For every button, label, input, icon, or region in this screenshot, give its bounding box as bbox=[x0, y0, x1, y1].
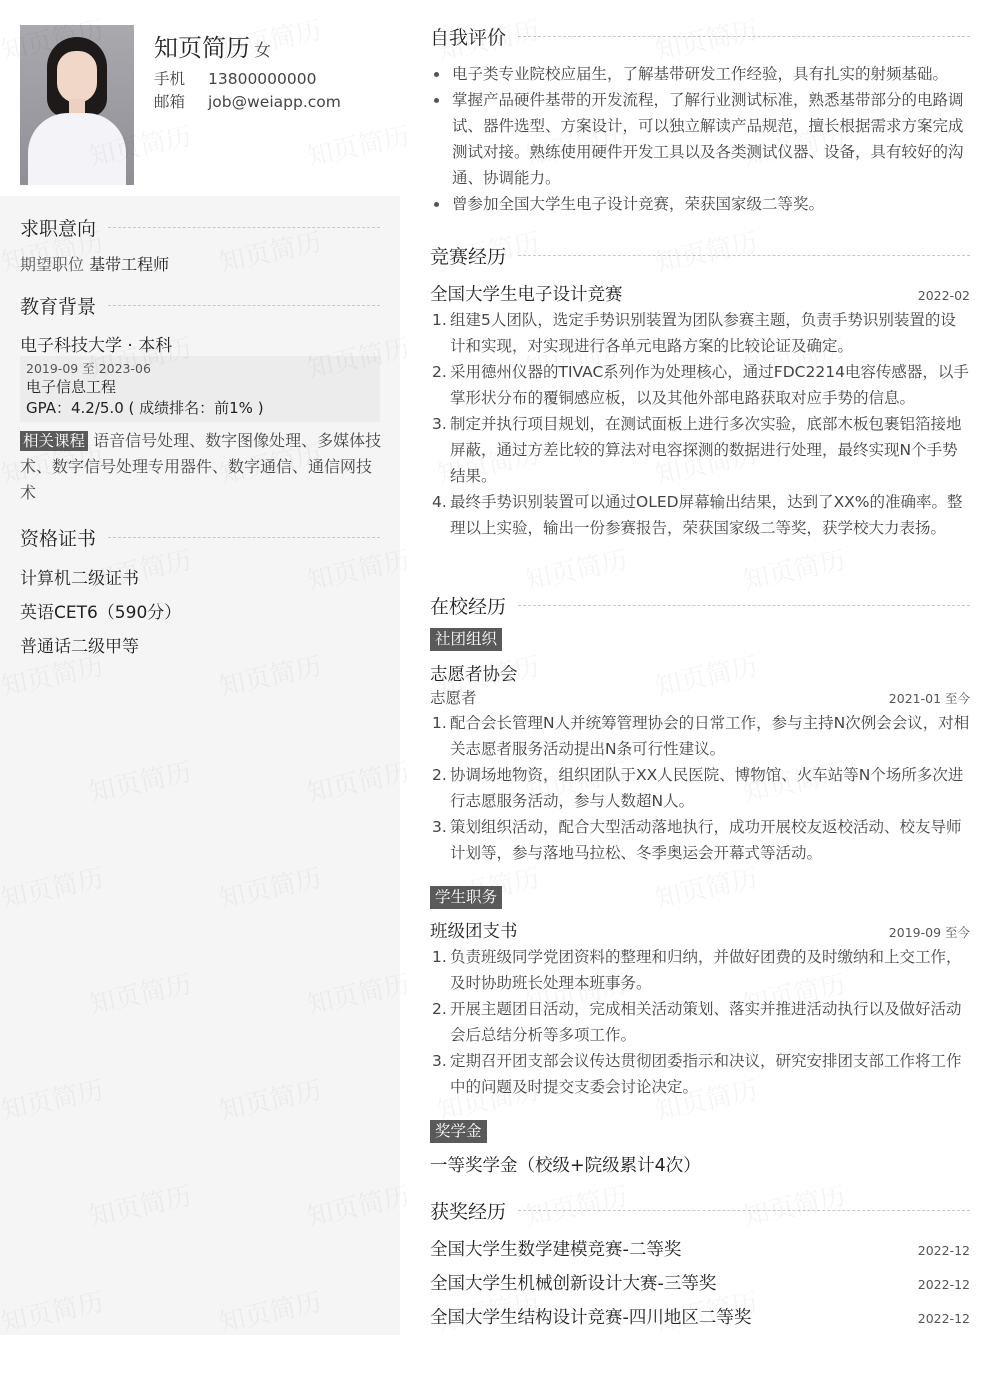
competition-list bbox=[430, 307, 970, 541]
club-name: 志愿者协会 bbox=[430, 665, 518, 685]
award-date: 2022-12 bbox=[917, 1311, 970, 1326]
club-role-row bbox=[430, 686, 970, 708]
education-gpa: GPA：4.2/5.0 ( 成绩排名：前1% ) bbox=[26, 399, 264, 417]
club-date: 2021-01 至今 bbox=[888, 691, 970, 706]
candidate-gender: 女 bbox=[254, 41, 271, 61]
phone-label: 手机 bbox=[154, 70, 186, 88]
list-item: 2. 采用德州仪器的TIVAC系列作为处理核心，通过FDC2214电容传感器，以手掌形状分布的覆铜感应板，以及其他外部电路获取对应手势的信息。 bbox=[432, 363, 969, 407]
scholarship-text: 一等奖学金（校级+院级累计4次） bbox=[430, 1156, 701, 1176]
award-row bbox=[430, 1304, 970, 1329]
scholarship-row bbox=[430, 1152, 970, 1177]
section-title-certificates: 资格证书 bbox=[20, 524, 380, 551]
courses-text: 语音信号处理、数字图像处理、多媒体技术、数字信号处理专用器件、数字通信、通信网技术 bbox=[20, 431, 382, 502]
list-item: 掌握产品硬件基带的开发流程，了解行业测试标准，熟悉基带部分的电路调试、器件选型、方案设计，可以独立解读产品规范，擅长根据需求方案完成测试对接。熟练使用硬件开发工具以及各类测试仪器、设备，具有较好的沟通、协调能力。 bbox=[430, 87, 970, 191]
award-name: 全国大学生机械创新设计大赛-三等奖 bbox=[430, 1274, 717, 1294]
list-item: 1. 组建5人团队，选定手势识别装置为团队参赛主题，负责手势识别装置的设计和实现，对实现进行各单元电路方案的比较论证及确定。 bbox=[432, 311, 956, 355]
club-role: 志愿者 bbox=[430, 689, 477, 707]
list-item: 1. 配合会长管理N人并统筹管理协会的日常工作，参与主持N次例会会议，对相关志愿者服务活动提出N条可行性建议。 bbox=[432, 714, 970, 758]
profile-header bbox=[154, 28, 341, 111]
list-item: 2. 开展主题团日活动，完成相关活动策划、落实并推进活动执行以及做好活动会后总结分析等多项工作。 bbox=[432, 1000, 962, 1044]
intent-position bbox=[20, 252, 169, 275]
section-title-self-eval: 自我评价 bbox=[430, 23, 970, 50]
email-row bbox=[154, 94, 341, 111]
award-date: 2022-12 bbox=[917, 1277, 970, 1292]
list-item: 3. 定期召开团支部会议传达贯彻团委指示和决议，研究安排团支部工作将工作中的问题及时提交支委会讨论决定。 bbox=[432, 1052, 962, 1096]
education-school: 电子科技大学 · 本科 bbox=[20, 336, 173, 356]
duty-date: 2019-09 至今 bbox=[888, 925, 970, 940]
watermark-text bbox=[739, 540, 848, 598]
list-item: 电子类专业院校应届生，了解基带研发工作经验，具有扎实的射频基础。 bbox=[430, 61, 970, 87]
list-item: 3. 制定并执行项目规划，在测试面板上进行多次实验，底部木板包裹铝箔接地屏蔽，通过方差比较的算法对电容探测的数据进行处理，最终实现N个手势结果。 bbox=[432, 415, 962, 485]
section-title-awards: 获奖经历 bbox=[430, 1197, 970, 1224]
watermark-text bbox=[651, 858, 760, 916]
list-item: 1. 负责班级同学党团资料的整理和归纳，并做好团费的及时缴纳和上交工作，及时协助班长处理本班事务。 bbox=[432, 948, 962, 992]
phone-row bbox=[154, 71, 341, 88]
section-title-competition: 竞赛经历 bbox=[430, 242, 970, 269]
certificate-item: 普通话二级甲等 bbox=[20, 637, 139, 657]
education-dates: 2019-09 至 2023-06 bbox=[26, 361, 151, 376]
email-value: job@weiapp.com bbox=[208, 93, 341, 111]
duty-list bbox=[430, 944, 970, 1100]
education-major: 电子信息工程 bbox=[26, 378, 117, 396]
club-tag: 社团组织 bbox=[430, 628, 502, 651]
award-date: 2022-12 bbox=[917, 1243, 970, 1258]
phone-value: 13800000000 bbox=[208, 70, 317, 88]
certificate-item: 计算机二级证书 bbox=[20, 569, 139, 589]
duty-name: 班级团支书 bbox=[430, 922, 518, 942]
award-name: 全国大学生结构设计竞赛-四川地区二等奖 bbox=[430, 1308, 752, 1328]
list-item: 3. 策划组织活动，配合大型活动落地执行，成功开展校友返校活动、校友导师计划等，参与落地马拉松、冬季奥运会开幕式等活动。 bbox=[432, 818, 962, 862]
section-title-intent: 求职意向 bbox=[20, 214, 380, 241]
self-eval-list bbox=[430, 61, 970, 217]
duty-tag: 学生职务 bbox=[430, 886, 502, 909]
education-detail-box bbox=[20, 356, 380, 422]
award-row bbox=[430, 1270, 970, 1295]
award-name: 全国大学生数学建模竞赛-二等奖 bbox=[430, 1240, 682, 1260]
courses-tag: 相关课程 bbox=[20, 431, 88, 451]
competition-date: 2022-02 bbox=[917, 288, 970, 303]
certificate-item: 英语CET6（590分） bbox=[20, 603, 182, 623]
club-header bbox=[430, 661, 970, 686]
intent-position-value: 基带工程师 bbox=[89, 255, 170, 274]
list-item: 曾参加全国大学生电子设计竞赛，荣获国家级二等奖。 bbox=[430, 191, 970, 217]
intent-position-label: 期望职位 bbox=[20, 255, 85, 274]
competition-name: 全国大学生电子设计竞赛 bbox=[430, 285, 623, 305]
avatar bbox=[20, 25, 134, 185]
list-item: 4. 最终手势识别装置可以通过OLED屏幕输出结果，达到了XX%的准确率。整理以上实验，输出一份参赛报告，荣获国家级二等奖，获学校大力表扬。 bbox=[432, 493, 963, 537]
club-list bbox=[430, 710, 970, 866]
scholarship-tag: 奖学金 bbox=[430, 1120, 487, 1143]
section-title-campus: 在校经历 bbox=[430, 592, 970, 619]
award-row bbox=[430, 1236, 970, 1261]
duty-header bbox=[430, 918, 970, 943]
email-label: 邮箱 bbox=[154, 93, 186, 111]
section-title-education: 教育背景 bbox=[20, 292, 380, 319]
competition-header bbox=[430, 281, 970, 306]
sidebar bbox=[0, 0, 400, 1335]
education-courses bbox=[20, 428, 384, 506]
list-item: 2. 协调场地物资，组织团队于XX人民医院、博物馆、火车站等N个场所多次进行志愿服务活动，参与人数超N人。 bbox=[432, 766, 964, 810]
candidate-name: 知页简历 bbox=[154, 34, 250, 62]
watermark-text bbox=[521, 540, 630, 598]
